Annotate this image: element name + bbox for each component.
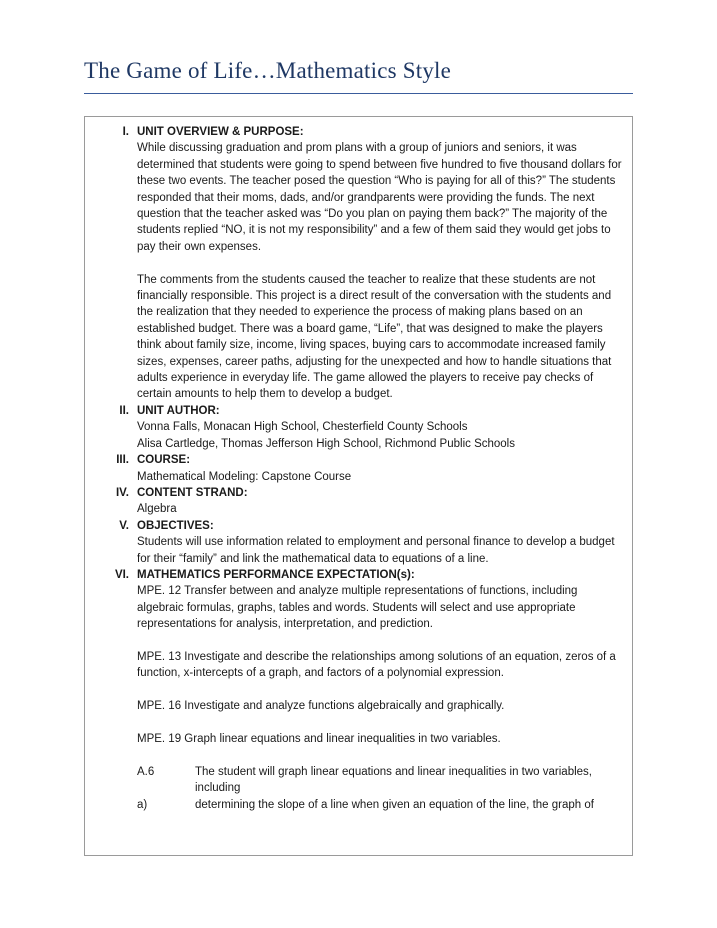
mpe-item: MPE. 12 Transfer between and analyze multiple representations of functions, including algebraic formulas, graphs, tables and words. Students will select and use appropriate representations for analysis, interpretation, and prediction. — [137, 585, 578, 631]
section-heading: MATHEMATICS PERFORMANCE EXPECTATION(s): — [137, 568, 415, 581]
paragraph-spacer — [137, 255, 622, 271]
section-numeral: VI. — [114, 568, 129, 581]
standard-item-label: a) — [137, 798, 148, 811]
section-numeral: I. — [122, 126, 129, 138]
standard-text: The student will graph linear equations and linear inequalities in two variables, including — [195, 765, 592, 795]
section-paragraph: Students will use information related to employment and personal finance to develop a budget for their “family” and link the mathematical data to equations of a line. — [137, 536, 615, 565]
paragraph-spacer — [137, 633, 622, 649]
section-unit-author — [95, 403, 622, 452]
section-numeral: III. — [116, 454, 129, 467]
section-paragraph: The comments from the students caused the teacher to realize that these students are not financially responsible. This project is a direct result of the conversation with the students and the realization that they needed to experience the process of making plans based on an established budget. There was a board game, “Life”, that was designed to make the players think about family size, income, living spaces, buying cars to accommodate increased family sizes, expenses, career paths, adjusting for the unexpected and how to handle situations that adults experience in everyday life. The game allowed the players to receive pay checks of certain amounts to help them to develop a budget. — [137, 273, 612, 401]
section-heading: UNIT AUTHOR: — [137, 404, 220, 417]
section-numeral: IV. — [115, 486, 129, 499]
section-heading: CONTENT STRAND: — [137, 486, 248, 499]
paragraph-spacer — [137, 682, 622, 698]
standard-a6 — [137, 764, 622, 797]
section-heading: OBJECTIVES: — [137, 519, 214, 532]
title-divider — [84, 93, 633, 94]
section-numeral: II. — [119, 404, 129, 417]
section-paragraph: While discussing graduation and prom plans with a group of juniors and seniors, it was determined that students were going to spend between five hundred to five thousand dollars for these two events. The teacher posed the question “Who is paying for all of this?” The students responded that their moms, dads, and/or grandparents were providing the funds. The next question that the teacher asked was “Do you plan on paying them back?” The majority of the students replied “NO, it is not my responsibility” and a few of them said they would get jobs to pay their own expenses. — [137, 142, 622, 253]
section-numeral: V. — [119, 519, 129, 532]
mpe-item: MPE. 13 Investigate and describe the relationships among solutions of an equation, zeros of a function, x-intercepts of a graph, and factors of a polynomial expression. — [137, 650, 616, 680]
section-objectives — [95, 518, 622, 567]
standard-item-text: determining the slope of a line when given an equation of the line, the graph of — [195, 798, 594, 811]
section-math-performance-expectations — [95, 567, 622, 813]
section-paragraph: Mathematical Modeling: Capstone Course — [137, 470, 352, 483]
section-paragraph: Algebra — [137, 503, 177, 516]
section-heading: COURSE: — [137, 454, 191, 467]
unit-plan-table — [84, 116, 633, 856]
mpe-item: MPE. 16 Investigate and analyze functions algebraically and graphically. — [137, 700, 505, 713]
standard-label: A.6 — [137, 765, 155, 778]
author-line: Alisa Cartledge, Thomas Jefferson High School, Richmond Public Schools — [137, 437, 515, 450]
section-content-strand — [95, 485, 622, 518]
section-course — [95, 452, 622, 485]
section-heading: UNIT OVERVIEW & PURPOSE: — [137, 126, 304, 138]
page-title: The Game of Life…Mathematics Style — [84, 58, 452, 83]
paragraph-spacer — [137, 715, 622, 731]
paragraph-spacer — [137, 747, 622, 763]
author-line: Vonna Falls, Monacan High School, Chesterfield County Schools — [137, 421, 468, 434]
section-unit-overview — [95, 124, 622, 403]
standard-a6-item-a — [137, 797, 622, 813]
mpe-item: MPE. 19 Graph linear equations and linear inequalities in two variables. — [137, 732, 501, 745]
